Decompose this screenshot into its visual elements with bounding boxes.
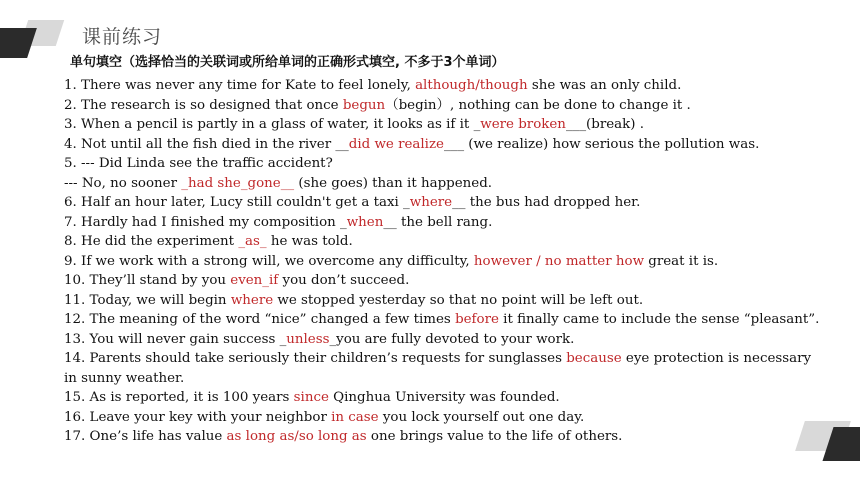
question-text: he was told.: [266, 234, 353, 249]
page-title: 课前练习: [82, 26, 163, 48]
exercise-line: [64, 388, 804, 408]
question-text: in sunny weather.: [64, 370, 185, 386]
question-text: 15. As is reported, it is 100 years: [64, 390, 294, 405]
exercise-line: [64, 252, 804, 272]
exercise-line: [64, 115, 804, 135]
exercise-line: [64, 76, 804, 96]
exercise-line: [64, 330, 804, 350]
question-text: 13. You will never gain success _: [64, 331, 287, 347]
corner-decoration-dark: [0, 28, 37, 58]
exercise-line: [64, 310, 820, 330]
exercise-line: [64, 135, 804, 155]
question-text: great it is.: [644, 253, 719, 269]
answer-text: unless: [286, 331, 330, 347]
question-text: 9. If we work with a strong will, we overcome any difficulty,: [64, 253, 474, 269]
question-text: Qinghua University was founded.: [328, 390, 560, 405]
question-text: __ the bus had dropped her.: [452, 195, 641, 210]
question-text: 14. Parents should take seriously their children’s requests for sunglasses: [64, 351, 567, 366]
question-text: 8. He did the experiment: [64, 234, 239, 249]
question-text: you don’t succeed.: [278, 273, 410, 288]
answer-text: where: [409, 195, 453, 210]
answer-text: begun: [342, 97, 386, 113]
answer-text: _had she_gone__: [181, 175, 295, 191]
question-text: 6. Half an hour later, Lucy still couldn't get a taxi _: [64, 195, 410, 210]
exercise-line: [64, 349, 812, 369]
answer-text: because: [566, 351, 622, 366]
question-text: you lock yourself out one day.: [378, 409, 585, 425]
question-text: it finally came to include the sense “pleasant”.: [498, 312, 820, 327]
question-text: 12. The meaning of the word “nice” changed a few times: [64, 312, 456, 327]
exercise-line: [64, 369, 804, 389]
exercise-line: [64, 213, 804, 233]
question-text: 7. Hardly had I finished my composition _: [64, 214, 347, 230]
answer-text: since: [293, 390, 329, 405]
question-text: 5. --- Did Linda see the traffic accident?: [64, 156, 333, 171]
question-text: one brings value to the life of others.: [366, 429, 623, 444]
question-text: _you are fully devoted to your work.: [329, 331, 575, 347]
exercise-line: [64, 408, 804, 428]
question-text: 3. When a pencil is partly in a glass of water, it looks as if it _: [64, 117, 481, 132]
answer-text: when: [346, 214, 384, 230]
question-text: --- No, no sooner: [64, 175, 182, 191]
answer-text: as long as/so long as: [226, 429, 367, 444]
answer-text: however / no matter how: [473, 253, 645, 269]
exercise-line: [64, 193, 804, 213]
answer-text: did we realize: [348, 136, 444, 152]
question-text: she was an only child.: [527, 78, 682, 93]
question-text: 1. There was never any time for Kate to feel lonely,: [64, 78, 416, 93]
question-text: __ the bell rang.: [383, 214, 493, 230]
instruction-text: 单句填空（选择恰当的关联词或所给单词的正确形式填空, 不多于3个单词）: [70, 55, 505, 70]
question-text: 17. One’s life has value: [64, 429, 227, 444]
exercise-line: [64, 271, 804, 291]
exercise-list: [64, 76, 820, 447]
answer-text: _as_: [238, 234, 267, 249]
question-text: 11. Today, we will begin: [64, 292, 231, 308]
exercise-line: [64, 232, 804, 252]
question-text: 4. Not until all the fish died in the river __: [64, 136, 349, 152]
answer-text: although/though: [415, 78, 528, 93]
exercise-line: [64, 291, 804, 311]
exercise-line: [64, 96, 804, 116]
question-text: （begin）, nothing can be done to change it .: [385, 97, 691, 113]
question-text: eye protection is necessary: [621, 351, 812, 366]
question-text: 16. Leave your key with your neighbor: [64, 409, 332, 425]
question-text: (she goes) than it happened.: [294, 175, 493, 191]
answer-text: in case: [331, 409, 379, 425]
answer-text: where: [230, 292, 274, 308]
exercise-line: [64, 174, 804, 194]
question-text: 10. They’ll stand by you: [64, 273, 231, 288]
exercise-line: [64, 154, 804, 174]
answer-text: were broken: [480, 117, 566, 132]
exercise-line: [64, 427, 804, 447]
question-text: we stopped yesterday so that no point will be left out.: [273, 292, 644, 308]
answer-text: even_if: [230, 273, 279, 288]
question-text: ___(break) .: [565, 117, 644, 132]
question-text: ___ (we realize) how serious the pollution was.: [443, 136, 760, 152]
question-text: 2. The research is so designed that once: [64, 97, 343, 113]
answer-text: before: [455, 312, 499, 327]
